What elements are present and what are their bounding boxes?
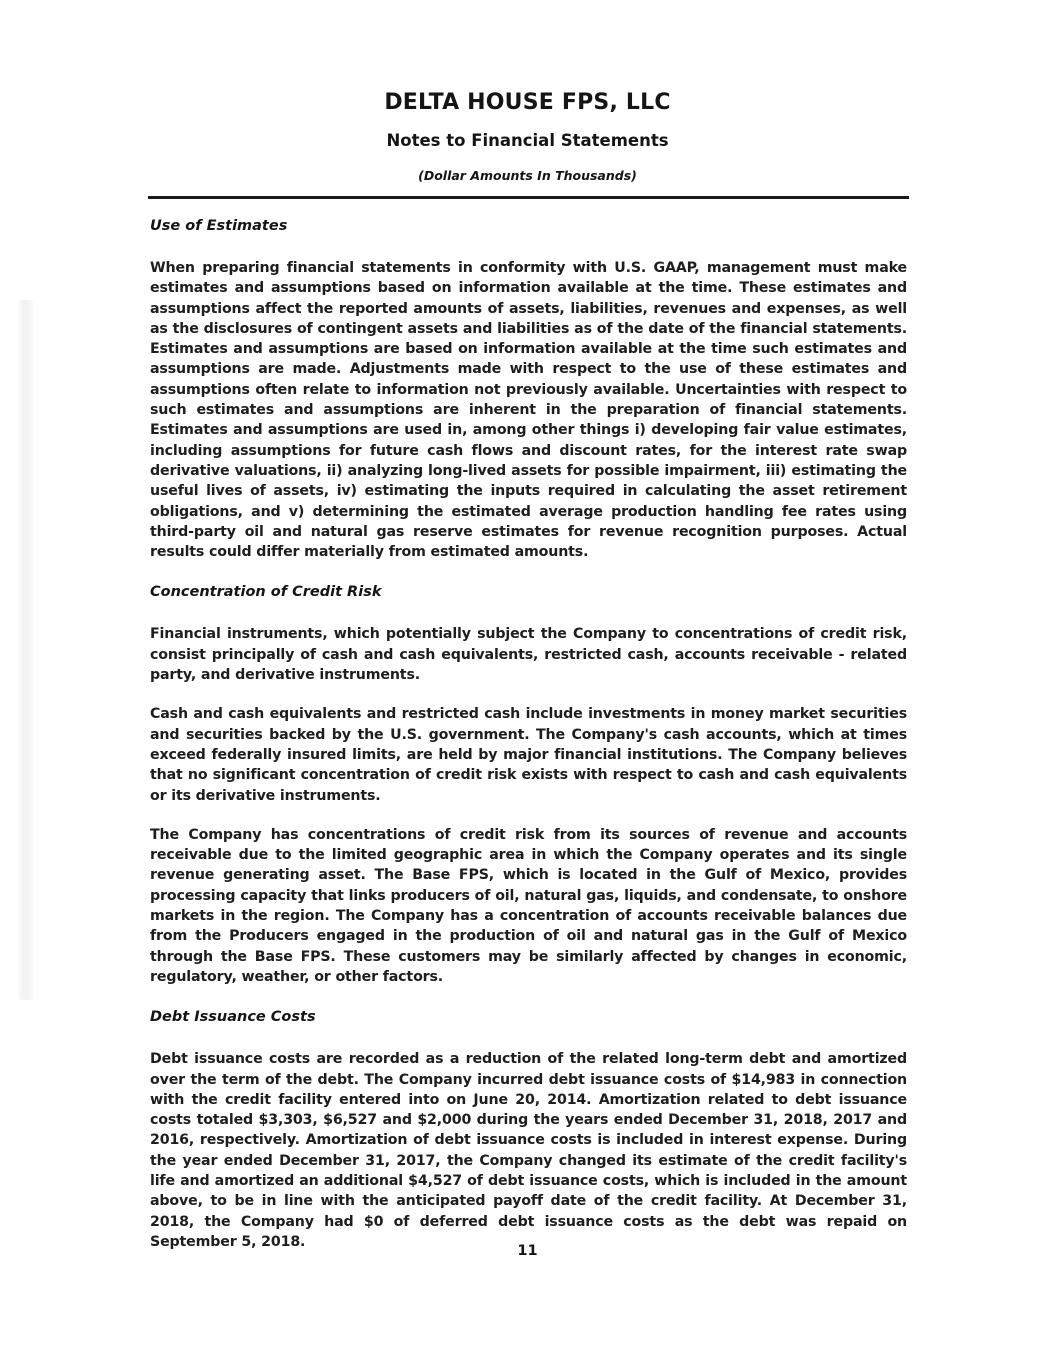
section-heading: Use of Estimates [150, 218, 288, 234]
header-divider [148, 196, 909, 199]
document-body [150, 215, 907, 1271]
section-heading: Debt Issuance Costs [150, 1009, 316, 1026]
page-number: 11 [517, 1243, 538, 1259]
section-heading: Concentration of Credit Risk [150, 584, 382, 601]
document-subtitle: Notes to Financial Statements [386, 131, 669, 150]
section-use-of-estimates [150, 215, 907, 562]
amounts-note: (Dollar Amounts In Thousands) [418, 168, 637, 183]
paragraph: Cash and cash equivalents and restricted cash include investments in money market securities and securities backed by the U.S. government. The Company's cash accounts, which at times exceed federally insured limits, are held by major financial institutions. The Company believes that no significant concentration of credit risk exists with respect to cash and cash equivalents or its derivative instruments. [150, 706, 907, 804]
paragraph: The Company has concentrations of credit risk from its sources of revenue and accounts receivable due to the limited geographic area in which the Company operates and its single revenue generating asset. The Base FPS, which is located in the Gulf of Mexico, provides processing capacity that links producers of oil, natural gas, liquids, and condensate, to onshore markets in the region. The Company has a concentration of accounts receivable balances due from the Producers engaged in the production of oil and natural gas in the Gulf of Mexico through the Base FPS. These customers may be similarly affected by changes in economic, regulatory, weather, or other factors. [150, 826, 907, 985]
scan-shadow [18, 300, 34, 1000]
document-header [0, 90, 1055, 183]
section-debt-issuance-costs [150, 1006, 907, 1252]
company-name: DELTA HOUSE FPS, LLC [384, 90, 671, 115]
section-concentration-of-credit-risk [150, 581, 907, 987]
paragraph: Financial instruments, which potentially subject the Company to concentrations of credit risk, consist principally of cash and cash equivalents, restricted cash, accounts receivable - related party, and derivative instruments. [150, 626, 907, 684]
paragraph: When preparing financial statements in conformity with U.S. GAAP, management must make estimates and assumptions based on information available at the time. These estimates and assumptions affect the reported amounts of assets, liabilities, revenues and expenses, as well as the disclosures of contingent assets and liabilities as of the date of the financial statements. Estimates and assumptions are based on information available at the time such estimates and assumptions are made. Adjustments made with respect to the use of these estimates and assumptions often relate to information not previously available. Uncertainties with respect to such estimates and assumptions are inherent in the preparation of financial statements. Estimates and assumptions are used in, among other things i) developing fair value estimates, including assumptions for future cash flows and discount rates, for the interest rate swap derivative valuations, ii) analyzing long-lived assets for possible impairment, iii) estimating the useful lives of assets, iv) estimating the inputs required in calculating the asset retirement obligations, and v) determining the estimated average production handling fee rates using third-party oil and natural gas reserve estimates for revenue recognition purposes. Actual results could differ materially from estimated amounts. [150, 260, 907, 561]
paragraph: Debt issuance costs are recorded as a reduction of the related long-term debt and amortized over the term of the debt. The Company incurred debt issuance costs of $14,983 in connection with the credit facility entered into on June 20, 2014. Amortization related to debt issuance costs totaled $3,303, $6,527 and $2,000 during the years ended December 31, 2018, 2017 and 2016, respectively. Amortization of debt issuance costs is included in interest expense. During the year ended December 31, 2017, the Company changed its estimate of the credit facility's life and amortized an additional $4,527 of debt issuance costs, which is included in the amount above, to be in line with the anticipated payoff date of the credit facility. At December 31, 2018, the Company had $0 of deferred debt issuance costs as the debt was repaid on September 5, 2018. [150, 1051, 907, 1250]
